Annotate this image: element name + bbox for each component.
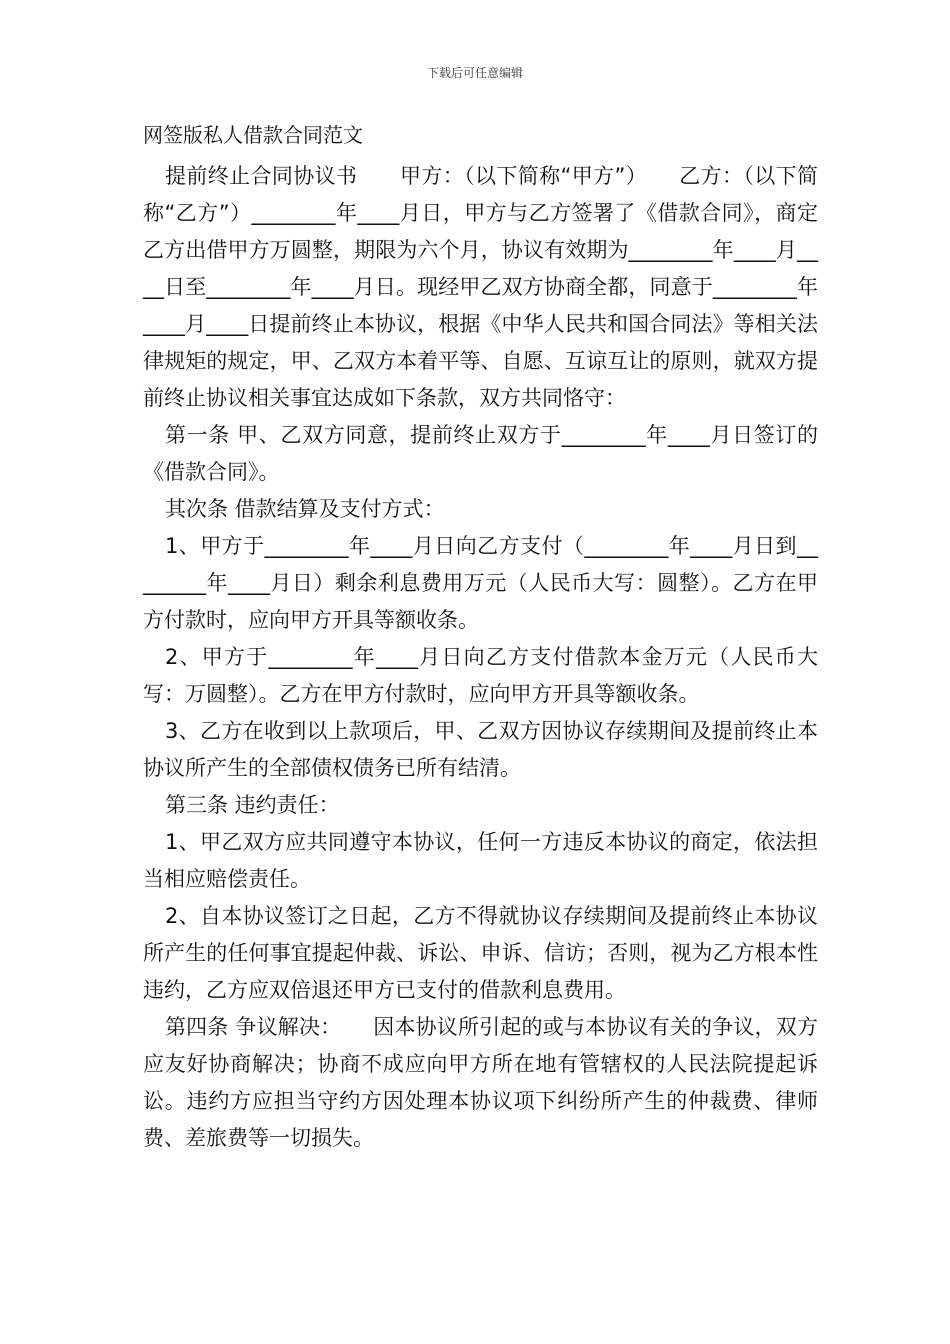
paragraph-article-3-item-1: 1、甲乙双方应共同遵守本协议，任何一方违反本协议的商定，依法担当相应赔偿责任。 xyxy=(143,830,818,891)
paragraph-article-2-item-1: 1、甲方于________年____月日向乙方支付（________年____月日到________年____月日）剩余利息费用万元（人民币大写：圆整）。乙方在甲方付款时，应向甲方开具等额收条。 xyxy=(143,534,818,632)
page-header-note: 下载后可任意编辑 xyxy=(426,66,523,80)
paragraph-article-3-heading: 第三条 违约责任： xyxy=(165,793,340,817)
paragraph-article-3-item-2: 2、自本协议签订之日起，乙方不得就协议存续期间及提前终止本协议所产生的任何事宜提起仲裁、诉讼、申诉、信访；否则，视为乙方根本性违约，乙方应双倍退还甲方已支付的借款利息费用。 xyxy=(143,904,818,1002)
paragraph-article-2-item-3: 3、乙方在收到以上款项后，甲、乙双方因协议存续期间及提前终止本协议所产生的全部债权债务已所有结清。 xyxy=(143,719,818,780)
paragraph-intro: 提前终止合同协议书 甲方：（以下简称“甲方”） 乙方：（以下简称“乙方”）________年____月日，甲方与乙方签署了《借款合同》，商定乙方出借甲方万圆整，期限为六个月，协议有效期为________年____月____日至________年____月日。现经甲乙双方协商全都，同意于________年____月____日提前终止本协议，根据《中华人民共和国合同法》等相关法律规矩的规定，甲、乙双方本着平等、自愿、互谅互让的原则，就双方提前终止协议相关事宜达成如下条款，双方共同恪守： xyxy=(143,164,818,410)
document-title: 网签版私人借款合同范文 xyxy=(143,123,363,147)
paragraph-article-4: 第四条 争议解决： 因本协议所引起的或与本协议有关的争议，双方应友好协商解决；协商不成应向甲方所在地有管辖权的人民法院提起诉讼。违约方应担当守约方因处理本协议项下纠纷所产生的仲裁费、律师费、差旅费等一切损失。 xyxy=(143,1015,818,1150)
document-body xyxy=(143,120,818,1157)
paragraph-article-2-item-2: 2、甲方于________年____月日向乙方支付借款本金万元（人民币大写：万圆整）。乙方在甲方付款时，应向甲方开具等额收条。 xyxy=(143,645,818,706)
paragraph-article-2-heading: 其次条 借款结算及支付方式： xyxy=(165,497,445,521)
paragraph-article-1: 第一条 甲、乙双方同意，提前终止双方于________年____月日签订的《借款合同》。 xyxy=(143,423,818,484)
